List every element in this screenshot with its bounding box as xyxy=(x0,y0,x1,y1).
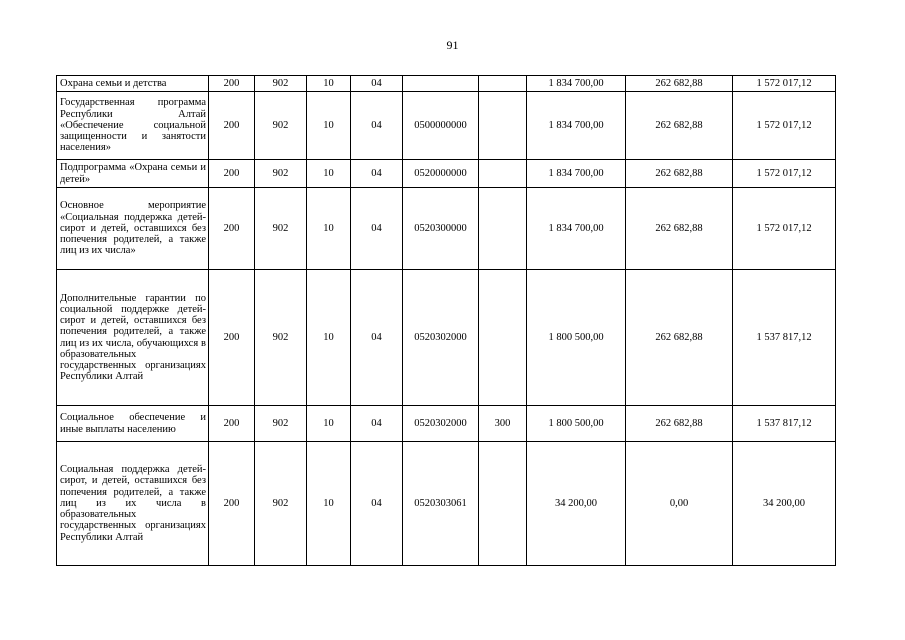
expense-name-cell: Подпрограмма «Охрана семьи и детей» xyxy=(57,160,209,188)
remaining-amount-cell: 1 572 017,12 xyxy=(733,92,836,160)
target-article-cell: 0520303061 xyxy=(403,442,479,566)
admin-code-cell: 200 xyxy=(209,160,255,188)
ministry-code-cell: 902 xyxy=(255,270,307,406)
admin-code-cell: 200 xyxy=(209,442,255,566)
expense-type-cell xyxy=(479,160,527,188)
ministry-code-cell: 902 xyxy=(255,76,307,92)
executed-amount-cell: 262 682,88 xyxy=(626,406,733,442)
admin-code-cell: 200 xyxy=(209,76,255,92)
remaining-amount-cell: 1 572 017,12 xyxy=(733,160,836,188)
ministry-code-cell: 902 xyxy=(255,406,307,442)
expense-type-cell xyxy=(479,442,527,566)
subsection-code-cell: 04 xyxy=(351,188,403,270)
table-row xyxy=(57,76,836,92)
admin-code-cell: 200 xyxy=(209,406,255,442)
page-number: 91 xyxy=(446,38,459,52)
subsection-code-cell: 04 xyxy=(351,160,403,188)
plan-amount-cell: 1 834 700,00 xyxy=(527,188,626,270)
remaining-amount-cell: 1 537 817,12 xyxy=(733,406,836,442)
plan-amount-cell: 1 800 500,00 xyxy=(527,270,626,406)
expense-type-cell xyxy=(479,270,527,406)
subsection-code-cell: 04 xyxy=(351,92,403,160)
expense-type-cell xyxy=(479,76,527,92)
budget-table xyxy=(56,75,836,566)
executed-amount-cell: 262 682,88 xyxy=(626,160,733,188)
table-row xyxy=(57,442,836,566)
target-article-cell xyxy=(403,76,479,92)
remaining-amount-cell: 1 537 817,12 xyxy=(733,270,836,406)
expense-name-cell: Охрана семьи и детства xyxy=(57,76,209,92)
expense-name-cell: Социальная поддержка детей-сирот, и детей, оставшихся без попечения родителей, а также лиц из их числа в образовательных государственных организациях Республики Алтай xyxy=(57,442,209,566)
section-code-cell: 10 xyxy=(307,442,351,566)
expense-name-cell: Основное мероприятие «Социальная поддержка детей-сирот и детей, оставшихся без попечения родителей, а также лиц из их числа» xyxy=(57,188,209,270)
section-code-cell: 10 xyxy=(307,188,351,270)
plan-amount-cell: 1 800 500,00 xyxy=(527,406,626,442)
remaining-amount-cell: 34 200,00 xyxy=(733,442,836,566)
target-article-cell: 0520302000 xyxy=(403,270,479,406)
executed-amount-cell: 262 682,88 xyxy=(626,270,733,406)
executed-amount-cell: 0,00 xyxy=(626,442,733,566)
target-article-cell: 0500000000 xyxy=(403,92,479,160)
executed-amount-cell: 262 682,88 xyxy=(626,188,733,270)
remaining-amount-cell: 1 572 017,12 xyxy=(733,188,836,270)
remaining-amount-cell: 1 572 017,12 xyxy=(733,76,836,92)
ministry-code-cell: 902 xyxy=(255,442,307,566)
ministry-code-cell: 902 xyxy=(255,92,307,160)
subsection-code-cell: 04 xyxy=(351,270,403,406)
expense-type-cell xyxy=(479,92,527,160)
target-article-cell: 0520302000 xyxy=(403,406,479,442)
table-row xyxy=(57,92,836,160)
table-row xyxy=(57,270,836,406)
expense-type-cell xyxy=(479,188,527,270)
subsection-code-cell: 04 xyxy=(351,76,403,92)
subsection-code-cell: 04 xyxy=(351,442,403,566)
plan-amount-cell: 1 834 700,00 xyxy=(527,160,626,188)
expense-name-cell: Государственная программа Республики Алтай «Обеспечение социальной защищенности и занятости населения» xyxy=(57,92,209,160)
executed-amount-cell: 262 682,88 xyxy=(626,76,733,92)
subsection-code-cell: 04 xyxy=(351,406,403,442)
table-row xyxy=(57,406,836,442)
admin-code-cell: 200 xyxy=(209,92,255,160)
section-code-cell: 10 xyxy=(307,270,351,406)
section-code-cell: 10 xyxy=(307,76,351,92)
table-row xyxy=(57,160,836,188)
target-article-cell: 0520300000 xyxy=(403,188,479,270)
admin-code-cell: 200 xyxy=(209,270,255,406)
target-article-cell: 0520000000 xyxy=(403,160,479,188)
plan-amount-cell: 34 200,00 xyxy=(527,442,626,566)
expense-name-cell: Дополнительные гарантии по социальной поддержке детей-сирот и детей, оставшихся без попечения родителей, а также лиц из их числа, обучающихся в образовательных государственных организациях Республики Алтай xyxy=(57,270,209,406)
expense-type-cell: 300 xyxy=(479,406,527,442)
section-code-cell: 10 xyxy=(307,406,351,442)
plan-amount-cell: 1 834 700,00 xyxy=(527,76,626,92)
section-code-cell: 10 xyxy=(307,160,351,188)
ministry-code-cell: 902 xyxy=(255,188,307,270)
plan-amount-cell: 1 834 700,00 xyxy=(527,92,626,160)
ministry-code-cell: 902 xyxy=(255,160,307,188)
admin-code-cell: 200 xyxy=(209,188,255,270)
executed-amount-cell: 262 682,88 xyxy=(626,92,733,160)
expense-name-cell: Социальное обеспечение и иные выплаты населению xyxy=(57,406,209,442)
section-code-cell: 10 xyxy=(307,92,351,160)
table-row xyxy=(57,188,836,270)
